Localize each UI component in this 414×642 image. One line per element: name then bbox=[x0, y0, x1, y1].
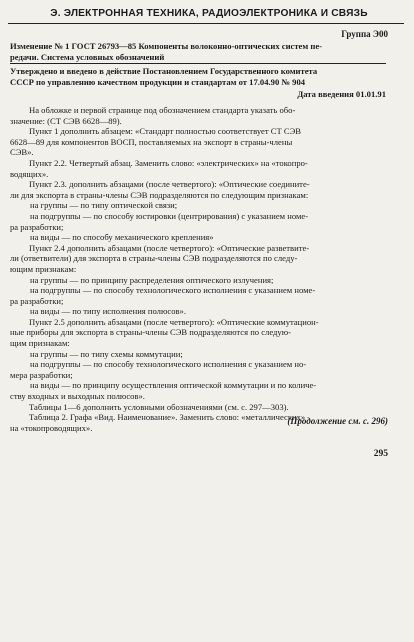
text-line: щим признакам: bbox=[10, 338, 70, 349]
text-line: Пункт 2.5 дополнить абзацами (после четвертого): «Оптические коммутацион- bbox=[29, 316, 319, 327]
title-rule bbox=[10, 63, 386, 64]
change-title bbox=[10, 41, 386, 62]
text-line: ству входных и выходных полюсов». bbox=[10, 391, 145, 402]
approval-line: Утверждено и введено в действие Постановлением Государственного комитета bbox=[10, 66, 318, 76]
header-rule bbox=[8, 23, 404, 24]
intro-date: Дата введения 01.01.91 bbox=[297, 89, 386, 99]
group-code: Группа Э00 bbox=[341, 29, 388, 39]
text-line: СЭВ». bbox=[10, 147, 34, 158]
approval-note bbox=[10, 66, 386, 87]
text-line: на группы — по принципу распределения оптического излучения; bbox=[30, 274, 274, 285]
text-line: Таблицы 1—6 дополнить условными обозначениями (см. с. 297—303). bbox=[29, 401, 289, 412]
text-line: водящих». bbox=[10, 168, 49, 179]
approval-line: СССР по управлению качеством продукции и стандартам от 17.04.90 № 904 bbox=[10, 76, 306, 87]
text-line: на виды — по способу механического крепления» bbox=[30, 232, 214, 243]
text-line: мера разработки; bbox=[10, 369, 73, 380]
text-line: На обложке и первой странице под обозначением стандарта указать обо- bbox=[29, 105, 296, 115]
text-line: Пункт 2.3. дополнить абзацами (после четвертого): «Оптические соедините- bbox=[29, 179, 310, 190]
text-line: на виды — по принципу осуществления оптической коммутации и по количе- bbox=[30, 380, 317, 391]
text-line: ли (ответвители) для экспорта в страны-члены СЭВ подразделяются по следу- bbox=[10, 253, 298, 264]
text-line: Пункт 2.2. Четвертый абзац. Заменить слово: «электрических» на «токопро- bbox=[29, 157, 308, 168]
text-line: Пункт 2.4 дополнить абзацами (после четвертого): «Оптические разветвите- bbox=[29, 242, 310, 253]
text-line: ли для экспорта в страны-члены СЭВ подразделяются по следующим признакам: bbox=[10, 189, 309, 200]
change-text bbox=[10, 105, 386, 433]
text-line: ра разработки; bbox=[10, 221, 64, 232]
text-line: на виды — по типу исполнения полюсов». bbox=[30, 306, 187, 317]
text-line: ющим признакам: bbox=[10, 263, 77, 274]
text-line: Пункт 1 дополнить абзацем: «Стандарт полностью соответствует СТ СЭВ bbox=[29, 126, 301, 137]
page-number: 295 bbox=[373, 449, 388, 459]
text-line: на подгруппы — по способу технологического исполнения с указанием но- bbox=[30, 359, 307, 370]
text-line: на группы — по типу схемы коммутации; bbox=[30, 348, 183, 359]
text-line: на группы — по типу оптической связи; bbox=[30, 200, 178, 211]
text-line: на подгруппы — по способу технологического исполнения с указанием номе- bbox=[30, 285, 316, 296]
text-line: на «токопроводящих». bbox=[10, 422, 93, 433]
text-line: значение: (СТ СЭВ 6628—89). bbox=[10, 115, 122, 126]
text-line: на подгруппы — по способу юстировки (центрирования) с указанием номе- bbox=[30, 210, 309, 221]
change-title-line: Изменение № 1 ГОСТ 26793—85 Компоненты волоконно-оптических систем пе- bbox=[10, 41, 323, 51]
text-line: ра разработки; bbox=[10, 295, 64, 306]
section-header: Э. ЭЛЕКТРОННАЯ ТЕХНИКА, РАДИОЭЛЕКТРОНИКА И СВЯЗЬ bbox=[50, 8, 368, 19]
text-line: 6628—89 для компонентов ВОСП, поставляемых на экспорт в страны-члены bbox=[10, 136, 293, 147]
change-title-line: редачи. Система условных обозначений bbox=[10, 51, 165, 62]
continuation-note: (Продолжение см. с. 296) bbox=[287, 416, 388, 426]
text-line: ные приборы для экспорта в страны-члены СЭВ подразделяются по следую- bbox=[10, 327, 291, 338]
text-line: Таблица 2. Графа «Вид. Наименование». Заменить слово: «металлических» bbox=[29, 412, 306, 423]
